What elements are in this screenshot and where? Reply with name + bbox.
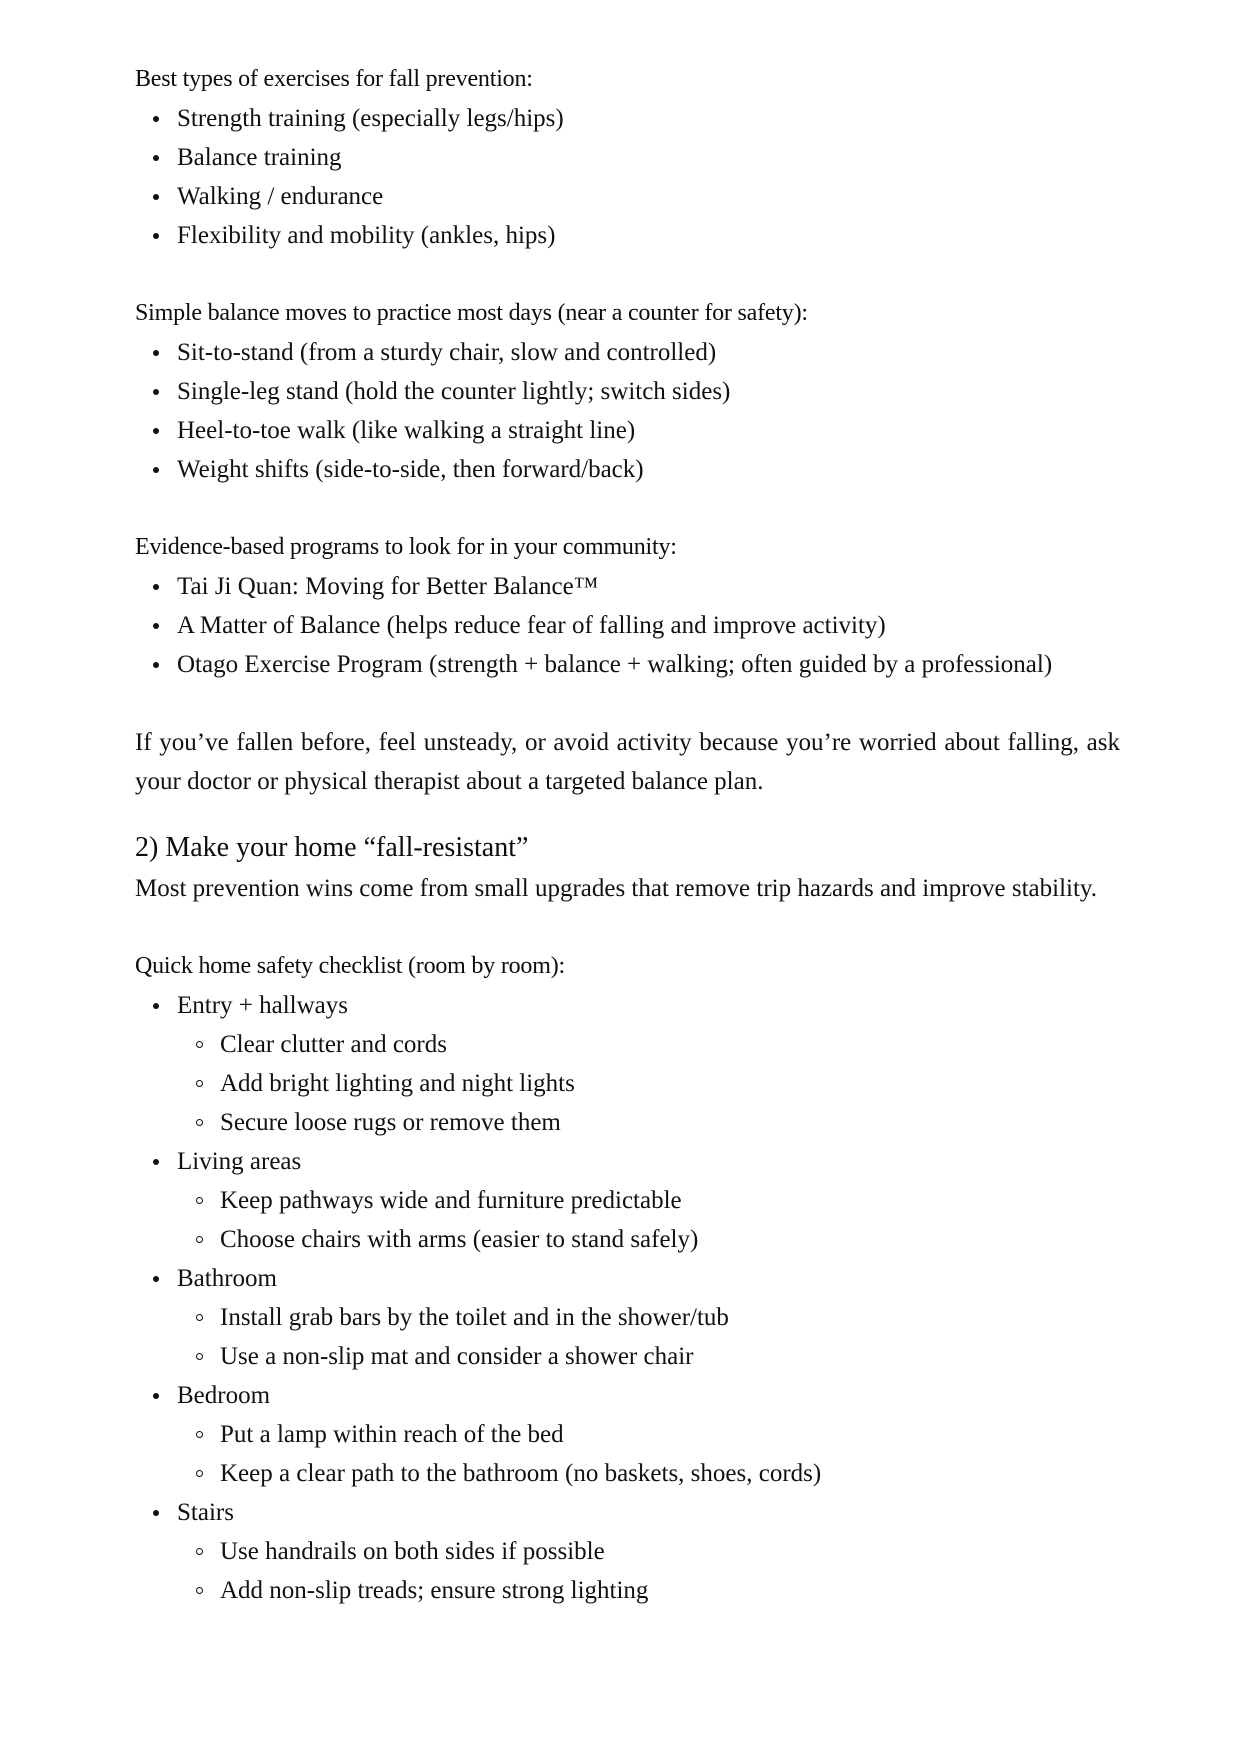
list-item: Choose chairs with arms (easier to stand safely): [220, 1220, 1120, 1259]
section-2-intro: Most prevention wins come from small upgrades that remove trip hazards and improve stability.: [135, 875, 1098, 902]
spacer: [135, 255, 1120, 294]
programs-heading: Evidence-based programs to look for in your community:: [135, 534, 677, 560]
bullet-circle-icon: [196, 1353, 203, 1360]
list-item: Put a lamp within reach of the bed: [220, 1415, 1120, 1454]
list-item: Keep a clear path to the bathroom (no baskets, shoes, cords): [220, 1454, 1120, 1493]
spacer: [135, 489, 1120, 528]
bullet-circle-icon: [196, 1119, 203, 1126]
exercise-types-heading: Best types of exercises for fall prevention:: [135, 66, 533, 92]
list-item: Otago Exercise Program (strength + balance + walking; often guided by a professional): [177, 645, 1120, 684]
list-item: Add non-slip treads; ensure strong lighting: [220, 1571, 1120, 1610]
room-tips-list: [177, 1415, 1120, 1493]
list-item: Use handrails on both sides if possible: [220, 1532, 1120, 1571]
bullet-circle-icon: [196, 1470, 203, 1477]
room-tips-list: [177, 1532, 1120, 1610]
bullet-disc-icon: [153, 350, 159, 356]
list-item: Use a non-slip mat and consider a shower chair: [220, 1337, 1120, 1376]
bullet-disc-icon: [153, 662, 159, 668]
list-item: Strength training (especially legs/hips): [177, 99, 1120, 138]
bullet-disc-icon: [153, 1159, 159, 1165]
advice-paragraph: If you’ve fallen before, feel unsteady, or avoid activity because you’re worried about falling, ask your doctor or physical therapist about a targeted balance plan.: [135, 729, 1120, 795]
bullet-disc-icon: [153, 428, 159, 434]
room-tips-list: [177, 1298, 1120, 1376]
bullet-disc-icon: [153, 233, 159, 239]
spacer: [135, 908, 1120, 947]
bullet-disc-icon: [153, 194, 159, 200]
room-item-bedroom: Bedroom Put a lamp within reach of the bed Keep a clear path to the bathroom (no baskets, shoes, cords): [177, 1376, 1120, 1493]
list-item: Install grab bars by the toilet and in the shower/tub: [220, 1298, 1120, 1337]
bullet-disc-icon: [153, 623, 159, 629]
room-item-stairs: Stairs Use handrails on both sides if possible Add non-slip treads; ensure strong lighting: [177, 1493, 1120, 1610]
checklist-heading: Quick home safety checklist (room by room):: [135, 953, 565, 979]
bullet-circle-icon: [196, 1041, 203, 1048]
spacer: [135, 801, 1120, 827]
bullet-circle-icon: [196, 1080, 203, 1087]
spacer: [135, 684, 1120, 723]
list-item: Add bright lighting and night lights: [220, 1064, 1120, 1103]
list-item: Clear clutter and cords: [220, 1025, 1120, 1064]
bullet-circle-icon: [196, 1431, 203, 1438]
bullet-disc-icon: [153, 155, 159, 161]
bullet-disc-icon: [153, 584, 159, 590]
bullet-disc-icon: [153, 467, 159, 473]
exercise-types-list: [135, 99, 1120, 255]
list-item: Tai Ji Quan: Moving for Better Balance™: [177, 567, 1120, 606]
list-item: Flexibility and mobility (ankles, hips): [177, 216, 1120, 255]
room-item-bathroom: Bathroom Install grab bars by the toilet and in the shower/tub Use a non-slip mat and consider a shower chair: [177, 1259, 1120, 1376]
bullet-disc-icon: [153, 1003, 159, 1009]
checklist-rooms-list: [135, 986, 1120, 1610]
list-item: Heel-to-toe walk (like walking a straight line): [177, 411, 1120, 450]
bullet-disc-icon: [153, 389, 159, 395]
bullet-circle-icon: [196, 1587, 203, 1594]
bullet-disc-icon: [153, 116, 159, 122]
section-2-title: 2) Make your home “fall-resistant”: [135, 832, 529, 863]
bullet-disc-icon: [153, 1393, 159, 1399]
room-tips-list: [177, 1025, 1120, 1142]
list-item: Weight shifts (side-to-side, then forward/back): [177, 450, 1120, 489]
list-item: A Matter of Balance (helps reduce fear of falling and improve activity): [177, 606, 1120, 645]
bullet-disc-icon: [153, 1510, 159, 1516]
list-item: Secure loose rugs or remove them: [220, 1103, 1120, 1142]
list-item: Single-leg stand (hold the counter lightly; switch sides): [177, 372, 1120, 411]
bullet-circle-icon: [196, 1548, 203, 1555]
document-page: [135, 60, 1120, 1610]
room-tips-list: [177, 1181, 1120, 1259]
bullet-circle-icon: [196, 1197, 203, 1204]
bullet-disc-icon: [153, 1276, 159, 1282]
balance-moves-list: [135, 333, 1120, 489]
room-item-entry: Entry + hallways Clear clutter and cords Add bright lighting and night lights Secure loose rugs or remove them: [177, 986, 1120, 1142]
list-item: Keep pathways wide and furniture predictable: [220, 1181, 1120, 1220]
room-item-living: Living areas Keep pathways wide and furniture predictable Choose chairs with arms (easier to stand safely): [177, 1142, 1120, 1259]
list-item: Balance training: [177, 138, 1120, 177]
balance-moves-heading: Simple balance moves to practice most days (near a counter for safety):: [135, 300, 808, 326]
bullet-circle-icon: [196, 1236, 203, 1243]
bullet-circle-icon: [196, 1314, 203, 1321]
list-item: Walking / endurance: [177, 177, 1120, 216]
programs-list: [135, 567, 1120, 684]
list-item: Sit-to-stand (from a sturdy chair, slow and controlled): [177, 333, 1120, 372]
